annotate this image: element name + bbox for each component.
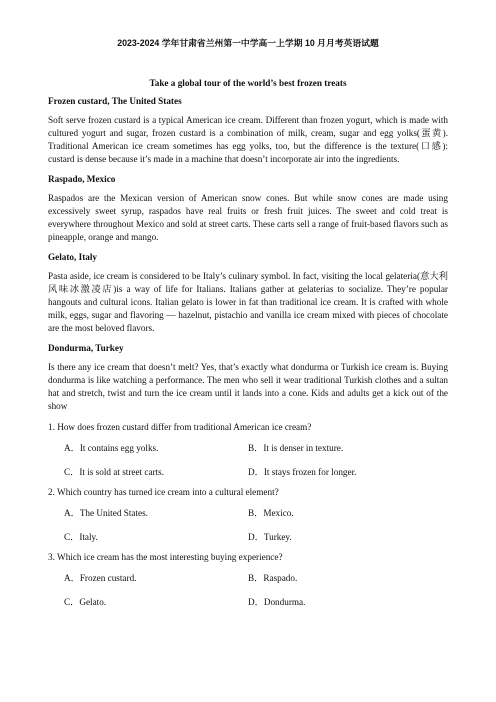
article-title: Take a global tour of the world’s best frozen treats [149, 78, 347, 88]
document-title: 2023-2024 学年甘肃省兰州第一中学高一上学期 10 月月考英语试题 [117, 38, 379, 48]
section-gelato [48, 252, 448, 335]
question-text: 3. Which ice cream has the most interesting buying experience? [48, 552, 283, 562]
question-text: 2. Which country has turned ice cream into a cultural element? [48, 487, 279, 497]
section-heading: Dondurma, Turkey [48, 343, 124, 353]
option-c: C．Italy. [64, 532, 98, 542]
answer-options [64, 505, 448, 543]
option-d: D．Dondurma. [248, 597, 306, 607]
option-c: C．It is sold at street carts. [64, 467, 165, 477]
section-heading: Gelato, Italy [48, 252, 97, 262]
option-b: B．Raspado. [248, 573, 298, 583]
option-b: B．Mexico. [248, 508, 294, 518]
section-paragraph: Is there any ice cream that doesn’t melt? Yes, that’s exactly what dondurma or Turkish ice cream is. Buying dondurma is like watching a performance. The men who sell it wear traditional Turkish clothes and a sultan hat and stretch, twist and turn the ice cream until it lands into a cone. Kids and adults get a kick out of the show [48, 362, 448, 411]
section-heading: Raspado, Mexico [48, 174, 116, 184]
section-heading: Frozen custard, The United States [48, 96, 182, 106]
option-a: A．Frozen custard. [64, 573, 137, 583]
option-b: B．It is denser in texture. [248, 443, 344, 453]
option-d: D．It stays frozen for longer. [248, 467, 357, 477]
section-paragraph: Raspados are the Mexican version of American snow cones. But while snow cones are made using excessively sweet syrup, raspados have real fruits or fresh fruit juices. The sweet and cold treat is everywhere throughout Mexico and sold at street carts. These carts sell a range of fruit-based flavors such as pineapple, orange and mango. [48, 193, 448, 242]
section-paragraph: Soft serve frozen custard is a typical American ice cream. Different than frozen yogurt, which is made with cultured yogurt and sugar, frozen custard is a combination of milk, cream, sugar and egg yolks(蛋黄). Traditional American ice cream sometimes has egg yolks, too, but the difference is the texture(口感): custard is dense because it’s made in a machine that doesn’t incorporate air into the ingredients. [48, 115, 448, 164]
question-2 [48, 487, 448, 543]
option-c: C．Gelato. [64, 597, 107, 607]
question-1 [48, 422, 448, 478]
section-dondurma [48, 343, 448, 413]
option-a: A．It contains egg yolks. [64, 443, 159, 453]
section-raspado [48, 174, 448, 244]
answer-options [64, 440, 448, 478]
answer-options [64, 570, 448, 608]
option-d: D．Turkey. [248, 532, 292, 542]
section-frozen-custard [48, 96, 448, 166]
question-text: 1. How does frozen custard differ from traditional American ice cream? [48, 422, 312, 432]
question-3 [48, 552, 448, 608]
option-a: A．The United States. [64, 508, 148, 518]
section-paragraph: Pasta aside, ice cream is considered to be Italy’s culinary symbol. In fact, visiting the local gelateria(意大利风味冰激凌店)is a way of life for Italians. Italians gather at gelaterias to socialize. They’re popular hangouts and cultural icons. Italian gelato is lower in fat than traditional ice cream. It is crafted with whole milk, eggs, sugar and flavoring — hazelnut, pistachio and vanilla ice cream mixed with pieces of chocolate are the most beloved flavors. [48, 271, 448, 333]
